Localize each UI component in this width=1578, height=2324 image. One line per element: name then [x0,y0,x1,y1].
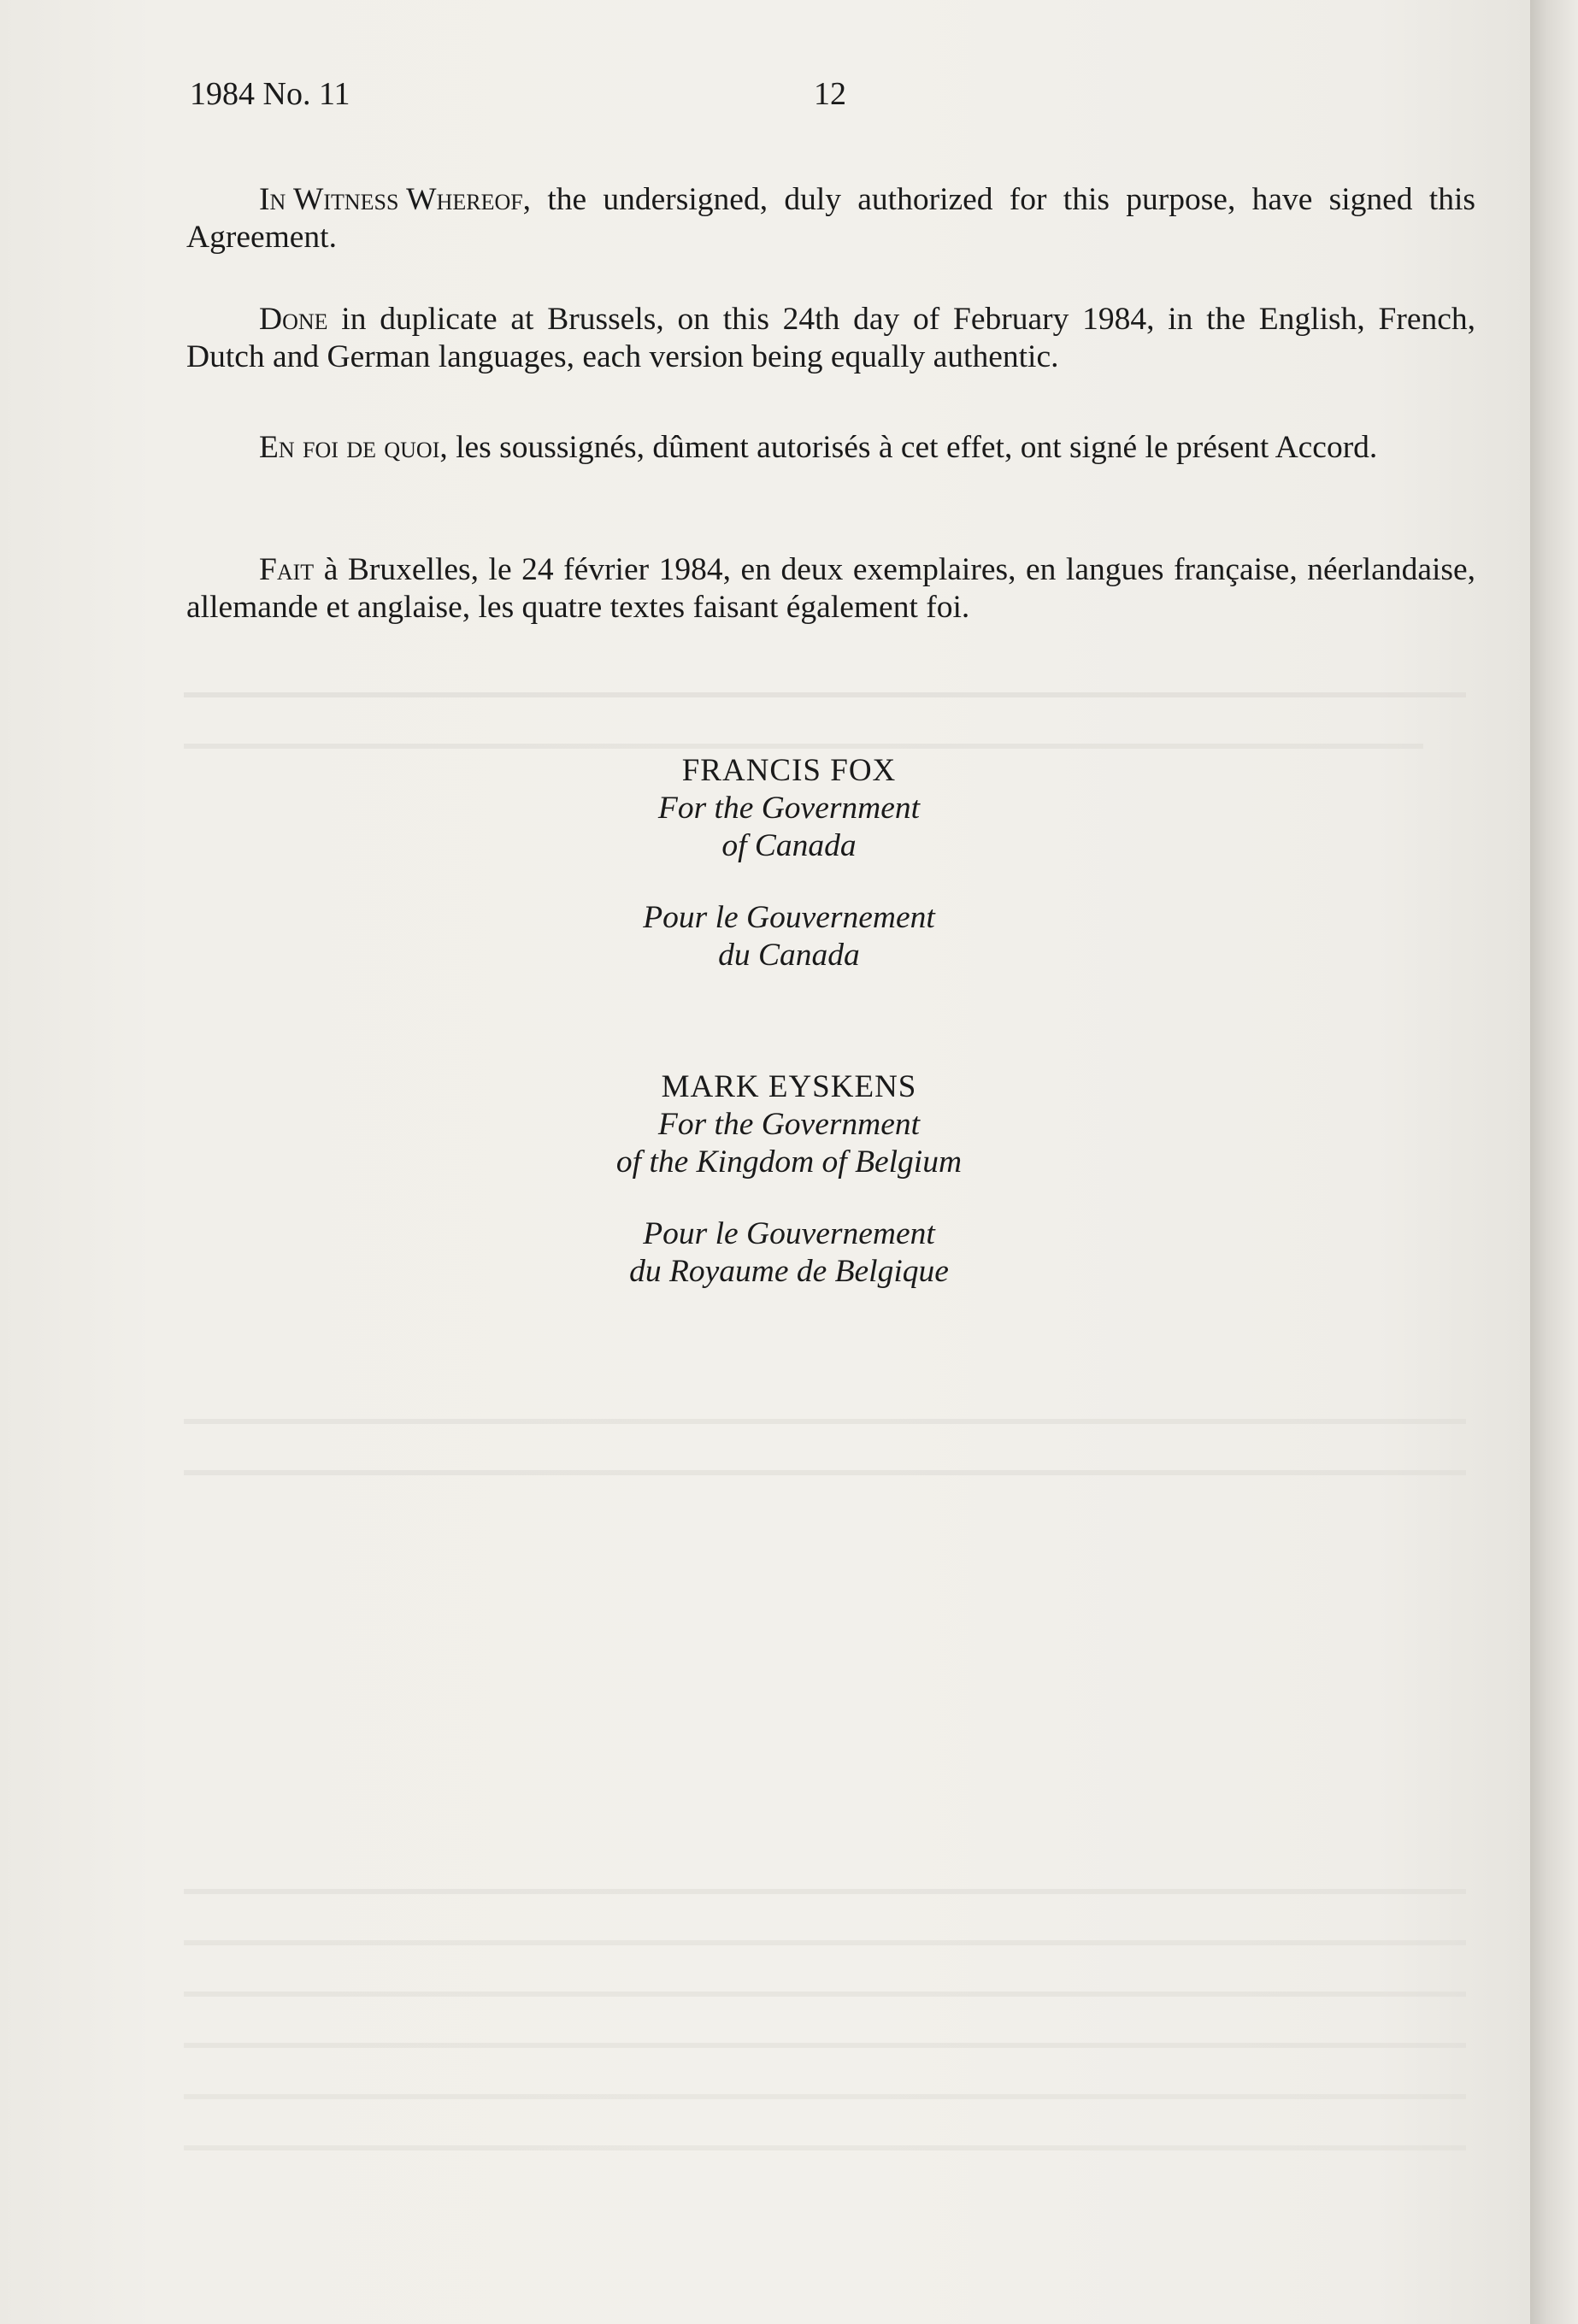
bleed-through-line [184,2145,1466,2150]
bleed-through-line [184,1992,1466,1997]
paragraph-text: the undersigned, duly authorized for this purpose, have signed this Agreement. [186,182,1475,255]
signatory-title-line: Pour le Gouvernement [643,1216,935,1251]
signatory-title-line: du Royaume de Belgique [629,1254,949,1289]
paragraph-text: les soussignés, dûment autorisés à cet effet, ont signé le présent Accord. [447,430,1378,465]
paragraph-lead: Done [259,302,328,337]
paragraph-text: in duplicate at Brussels, on this 24th day of February 1984, in the English, French, Dutch and German languages, each version being equally authentic. [186,302,1475,374]
bleed-through-line [184,1470,1466,1475]
signatory-title-line: For the Government [657,1107,921,1142]
document-number: 1984 No. 11 [190,76,350,112]
paragraph-witness-english [186,181,1475,256]
bleed-through-line [184,2043,1466,2048]
paragraph-lead: Fait [259,552,315,587]
paragraph-done-english [186,301,1475,376]
signatory-name: MARK EYSKENS [661,1069,917,1104]
signatory-name: FRANCIS FOX [681,753,897,788]
paragraph-witness-french [186,429,1475,467]
bleed-through-line [184,2094,1466,2099]
signatory-title-line: For the Government [657,791,921,826]
signature-block-canada [0,752,1578,974]
paragraph-lead: En foi de quoi, [259,430,448,465]
signatory-title-line: Pour le Gouvernement [643,900,935,935]
signatory-title-line: du Canada [718,938,860,973]
paragraph-lead: In Witness Whereof, [259,182,532,217]
page-number: 12 [814,76,846,112]
signatory-title-line: of Canada [721,828,857,863]
bleed-through-line [184,1940,1466,1945]
bleed-through-line [184,1419,1466,1424]
paragraph-text: à Bruxelles, le 24 février 1984, en deux exemplaires, en langues française, néerlandaise, allemande et anglaise, les quatre textes faisant également foi. [186,552,1475,625]
bleed-through-line [184,1889,1466,1894]
paragraph-done-french [186,551,1475,627]
signatory-title-line: of the Kingdom of Belgium [615,1144,963,1180]
bleed-through-line [184,692,1466,697]
signature-block-belgium [0,1068,1578,1291]
bleed-through-line [184,744,1423,749]
